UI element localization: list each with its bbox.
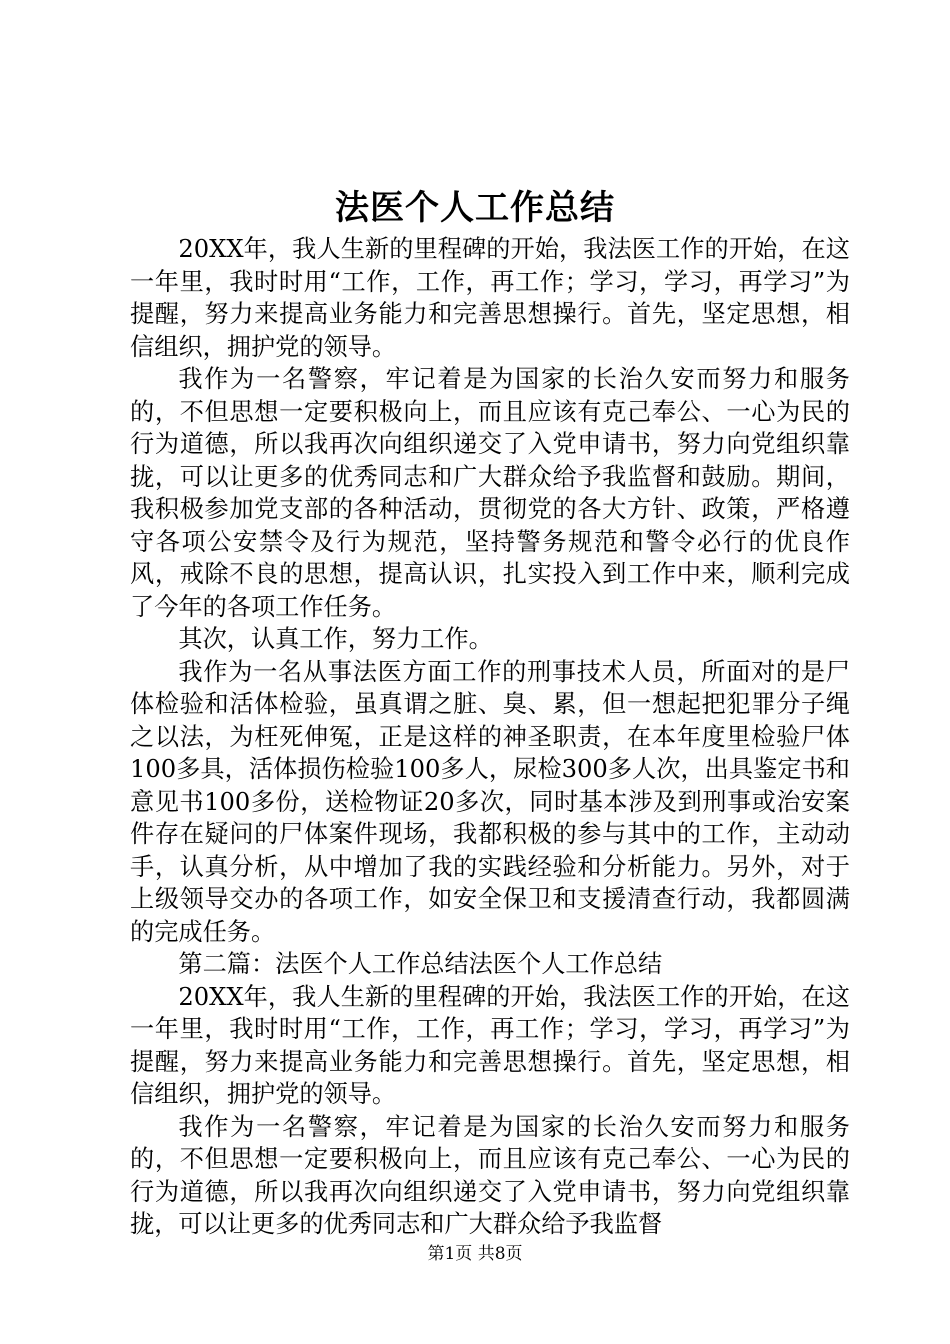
section-heading-2: 第二篇：法医个人工作总结法医个人工作总结 bbox=[178, 950, 663, 978]
paragraph-2: 我作为一名警察，牢记着是为国家的长治久安而努力和服务的，不但思想一定要积极向上，而且应该有克己奉公、一心为民的行为道德，所以我再次向组织递交了入党申请书，努力向党组织靠拢，可以让更多的优秀同志和广大群众给予我监督和鼓励。期间，我积极参加党支部的各种活动，贯彻党的各大方针、政策，严格遵守各项公安禁令及行为规范，坚持警务规范和警令必行的优良作风，戒除不良的思想，提高认识，扎实投入到工作中来，顺利完成了今年的各项工作任务。 bbox=[130, 365, 850, 621]
paragraph-1: 20XX年，我人生新的里程碑的开始，我法医工作的开始，在这一年里，我时时用“工作，工作，再工作；学习，学习，再学习”为提醒，努力来提高业务能力和完善思想操行。首先，坚定思想，相信组织，拥护党的领导。 bbox=[130, 235, 850, 361]
page-number-footer: 第1页 共8页 bbox=[427, 1244, 523, 1264]
paragraph-6: 我作为一名警察，牢记着是为国家的长治久安而努力和服务的，不但思想一定要积极向上，而且应该有克己奉公、一心为民的行为道德，所以我再次向组织递交了入党申请书，努力向党组织靠拢，可以让更多的优秀同志和广大群众给予我监督 bbox=[130, 1112, 850, 1238]
paragraph-4: 我作为一名从事法医方面工作的刑事技术人员，所面对的是尸体检验和活体检验，虽真谓之脏、臭、累，但一想起把犯罪分子绳之以法，为枉死伸冤，正是这样的神圣职责，在本年度里检验尸体100多具，活体损伤检验100多人，尿检300多人次，出具鉴定书和意见书100多份，送检物证20多次，同时基本涉及到刑事或治安案件存在疑问的尸体案件现场，我都积极的参与其中的工作，主动动手，认真分析，从中增加了我的实践经验和分析能力。另外，对于上级领导交办的各项工作，如安全保卫和支援清查行动，我都圆满的完成任务。 bbox=[130, 657, 850, 946]
document-title: 法医个人工作总结 bbox=[335, 188, 615, 228]
paragraph-3: 其次，认真工作，努力工作。 bbox=[178, 625, 493, 653]
paragraph-5: 20XX年，我人生新的里程碑的开始，我法医工作的开始，在这一年里，我时时用“工作，工作，再工作；学习，学习，再学习”为提醒，努力来提高业务能力和完善思想操行。首先，坚定思想，相信组织，拥护党的领导。 bbox=[130, 982, 850, 1108]
document-body bbox=[130, 233, 850, 1241]
